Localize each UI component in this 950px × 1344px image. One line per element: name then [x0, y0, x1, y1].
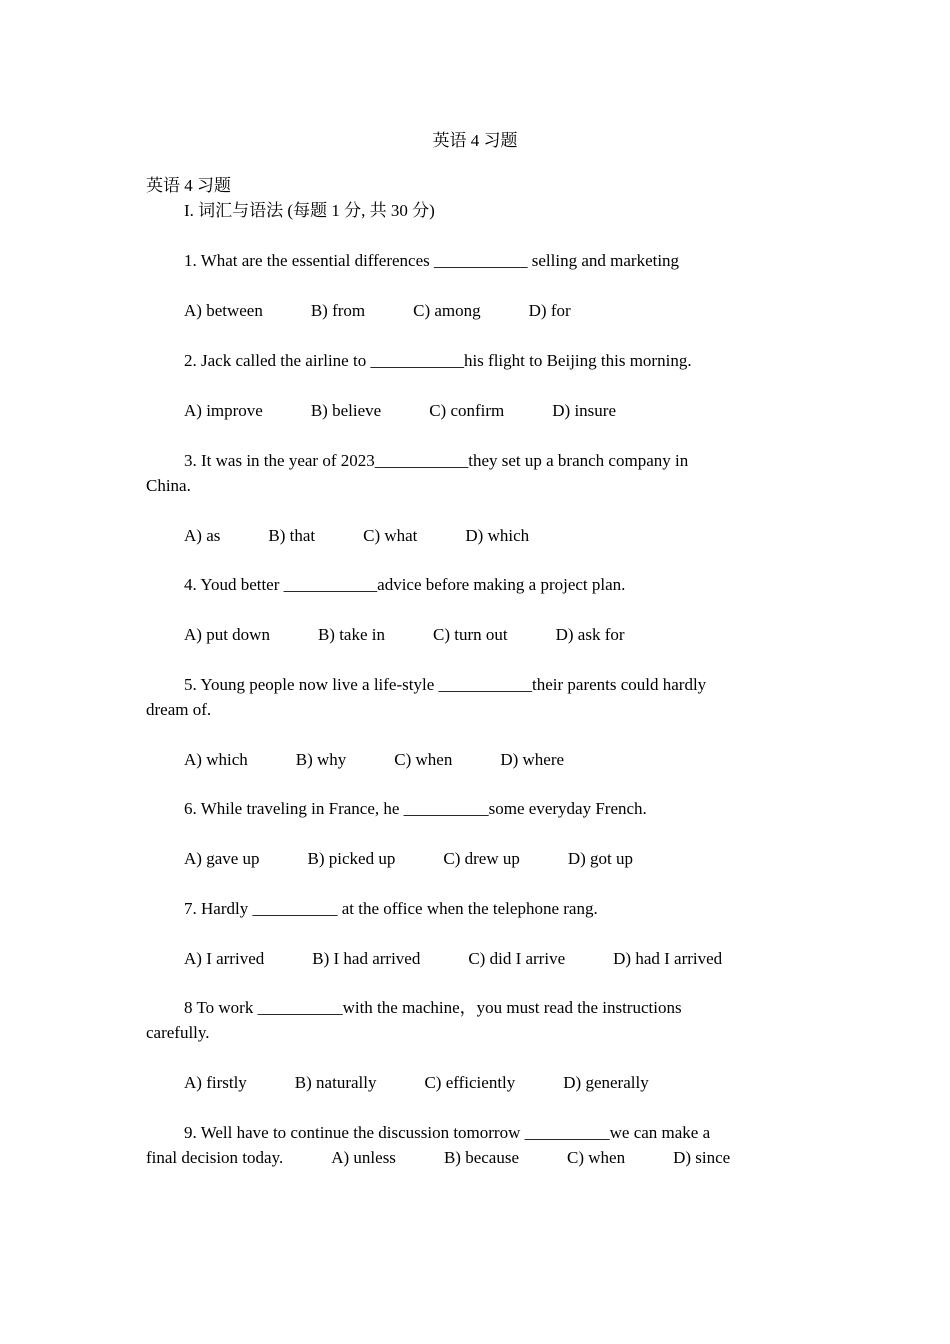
option-c: C) drew up [443, 849, 520, 868]
question-1-stem: 1. What are the essential differences ___________ selling and marketing [184, 251, 680, 270]
option-d: D) where [500, 750, 565, 769]
option-b: B) why [295, 750, 347, 769]
question-3-options [184, 524, 529, 548]
option-b: B) that [268, 526, 316, 545]
option-c: C) confirm [429, 401, 505, 420]
question-9-stem-continued-with-options [146, 1146, 730, 1170]
option-a: A) gave up [184, 849, 260, 868]
section-heading: I. 词汇与语法 (每题 1 分, 共 30 分) [184, 201, 435, 220]
option-a: A) I arrived [184, 949, 265, 968]
question-8-options [184, 1071, 649, 1095]
option-a: A) unless [331, 1148, 396, 1167]
question-6-options [184, 847, 633, 871]
question-9-stem: 9. Well have to continue the discussion tomorrow __________we can make a [184, 1123, 711, 1142]
option-b: B) naturally [294, 1073, 377, 1092]
question-5-stem-continued: dream of. [146, 700, 212, 719]
option-d: D) since [673, 1148, 731, 1167]
question-3-stem: 3. It was in the year of 2023___________they set up a branch company in [184, 451, 689, 470]
option-b: B) believe [310, 401, 382, 420]
question-2-stem: 2. Jack called the airline to ___________his flight to Beijing this morning. [184, 351, 692, 370]
option-d: D) generally [563, 1073, 649, 1092]
option-a: A) as [184, 526, 221, 545]
option-d: D) insure [552, 401, 616, 420]
option-b: B) take in [317, 625, 385, 644]
option-c: C) turn out [433, 625, 508, 644]
question-7-options [184, 947, 722, 971]
option-b: B) I had arrived [312, 949, 421, 968]
option-d: D) which [465, 526, 530, 545]
option-d: D) had I arrived [613, 949, 723, 968]
option-a: A) which [184, 750, 248, 769]
option-d: D) for [528, 301, 571, 320]
option-d: D) got up [567, 849, 634, 868]
option-c: C) efficiently [424, 1073, 516, 1092]
question-8-stem-continued: carefully. [146, 1023, 210, 1042]
option-c: C) among [413, 301, 481, 320]
question-4-options [184, 623, 625, 647]
option-c: C) what [363, 526, 418, 545]
question-4-stem: 4. Youd better ___________advice before making a project plan. [184, 575, 626, 594]
question-5-options [184, 748, 564, 772]
question-5-stem: 5. Young people now live a life-style ___________their parents could hardly [184, 675, 707, 694]
option-b: B) because [443, 1148, 519, 1167]
question-3-stem-continued: China. [146, 476, 191, 495]
option-a: A) between [184, 301, 263, 320]
option-c: C) when [567, 1148, 626, 1167]
question-9-stem-continued: final decision today. [146, 1148, 284, 1167]
option-d: D) ask for [555, 625, 625, 644]
option-b: B) from [310, 301, 366, 320]
option-b: B) picked up [307, 849, 396, 868]
option-c: C) when [394, 750, 453, 769]
document-subtitle: 英语 4 习题 [146, 176, 231, 195]
option-a: A) put down [184, 625, 270, 644]
option-a: A) firstly [184, 1073, 247, 1092]
document-title: 英语 4 习题 [432, 131, 518, 150]
question-2-options [184, 399, 616, 423]
question-1-options [184, 299, 571, 323]
question-6-stem: 6. While traveling in France, he __________some everyday French. [184, 799, 647, 818]
option-c: C) did I arrive [468, 949, 566, 968]
option-a: A) improve [184, 401, 263, 420]
question-7-stem: 7. Hardly __________ at the office when the telephone rang. [184, 899, 598, 918]
question-8-stem: 8 To work __________with the machine，you must read the instructions [184, 998, 682, 1017]
